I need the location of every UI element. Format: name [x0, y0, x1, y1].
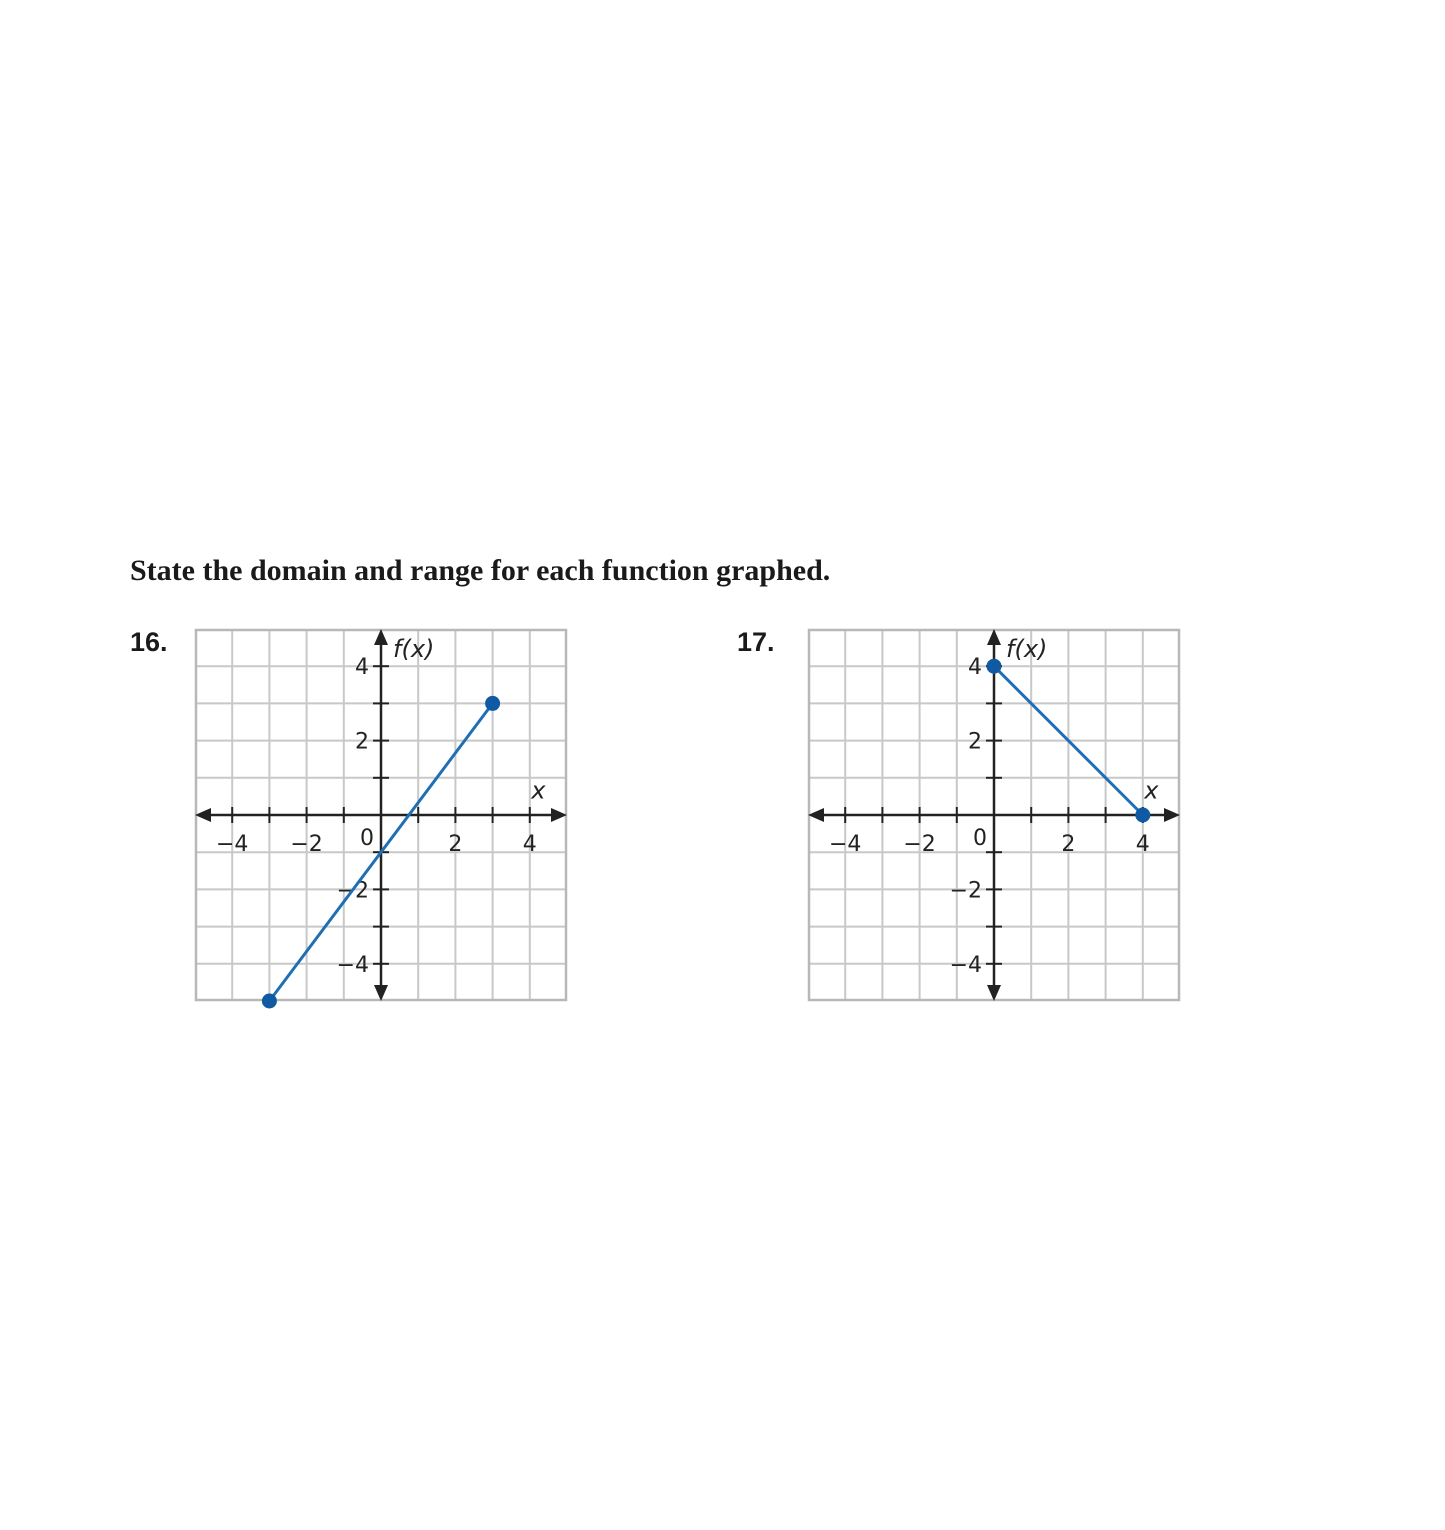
- y-tick-label: 2: [968, 729, 982, 755]
- origin-label: 0: [973, 826, 987, 851]
- x-tick-label: −2: [290, 832, 323, 857]
- x-axis-label: x: [531, 776, 546, 805]
- x-tick-label: −4: [828, 832, 862, 857]
- y-tick-label: −4: [949, 952, 982, 978]
- y-tick-label: 4: [968, 655, 982, 681]
- closed-endpoint: [262, 994, 277, 1009]
- instruction-heading: State the domain and range for each function graphed.: [130, 554, 831, 587]
- y-axis-label: f(x): [1006, 635, 1048, 663]
- closed-endpoint: [485, 696, 500, 711]
- problem-number-17: 17.: [737, 627, 775, 657]
- graph-16: [195, 629, 567, 1001]
- y-axis-label: f(x): [393, 635, 435, 663]
- x-tick-label: 2: [1061, 832, 1076, 857]
- x-tick-label: 4: [1135, 832, 1150, 857]
- x-tick-label: 2: [448, 832, 463, 857]
- y-tick-label: −2: [336, 878, 369, 904]
- x-tick-label: 4: [522, 832, 537, 857]
- problem-number-16: 16.: [130, 627, 168, 657]
- closed-endpoint: [987, 659, 1002, 674]
- y-tick-label: −2: [949, 878, 982, 904]
- graph-17: [808, 629, 1180, 1001]
- y-tick-label: 4: [355, 655, 369, 681]
- x-tick-label: −4: [215, 832, 249, 857]
- x-axis-label: x: [1144, 776, 1159, 805]
- origin-label: 0: [360, 826, 374, 851]
- y-tick-label: −4: [336, 952, 369, 978]
- x-tick-label: −2: [903, 832, 936, 857]
- closed-endpoint: [1135, 808, 1150, 823]
- y-tick-label: 2: [355, 729, 369, 755]
